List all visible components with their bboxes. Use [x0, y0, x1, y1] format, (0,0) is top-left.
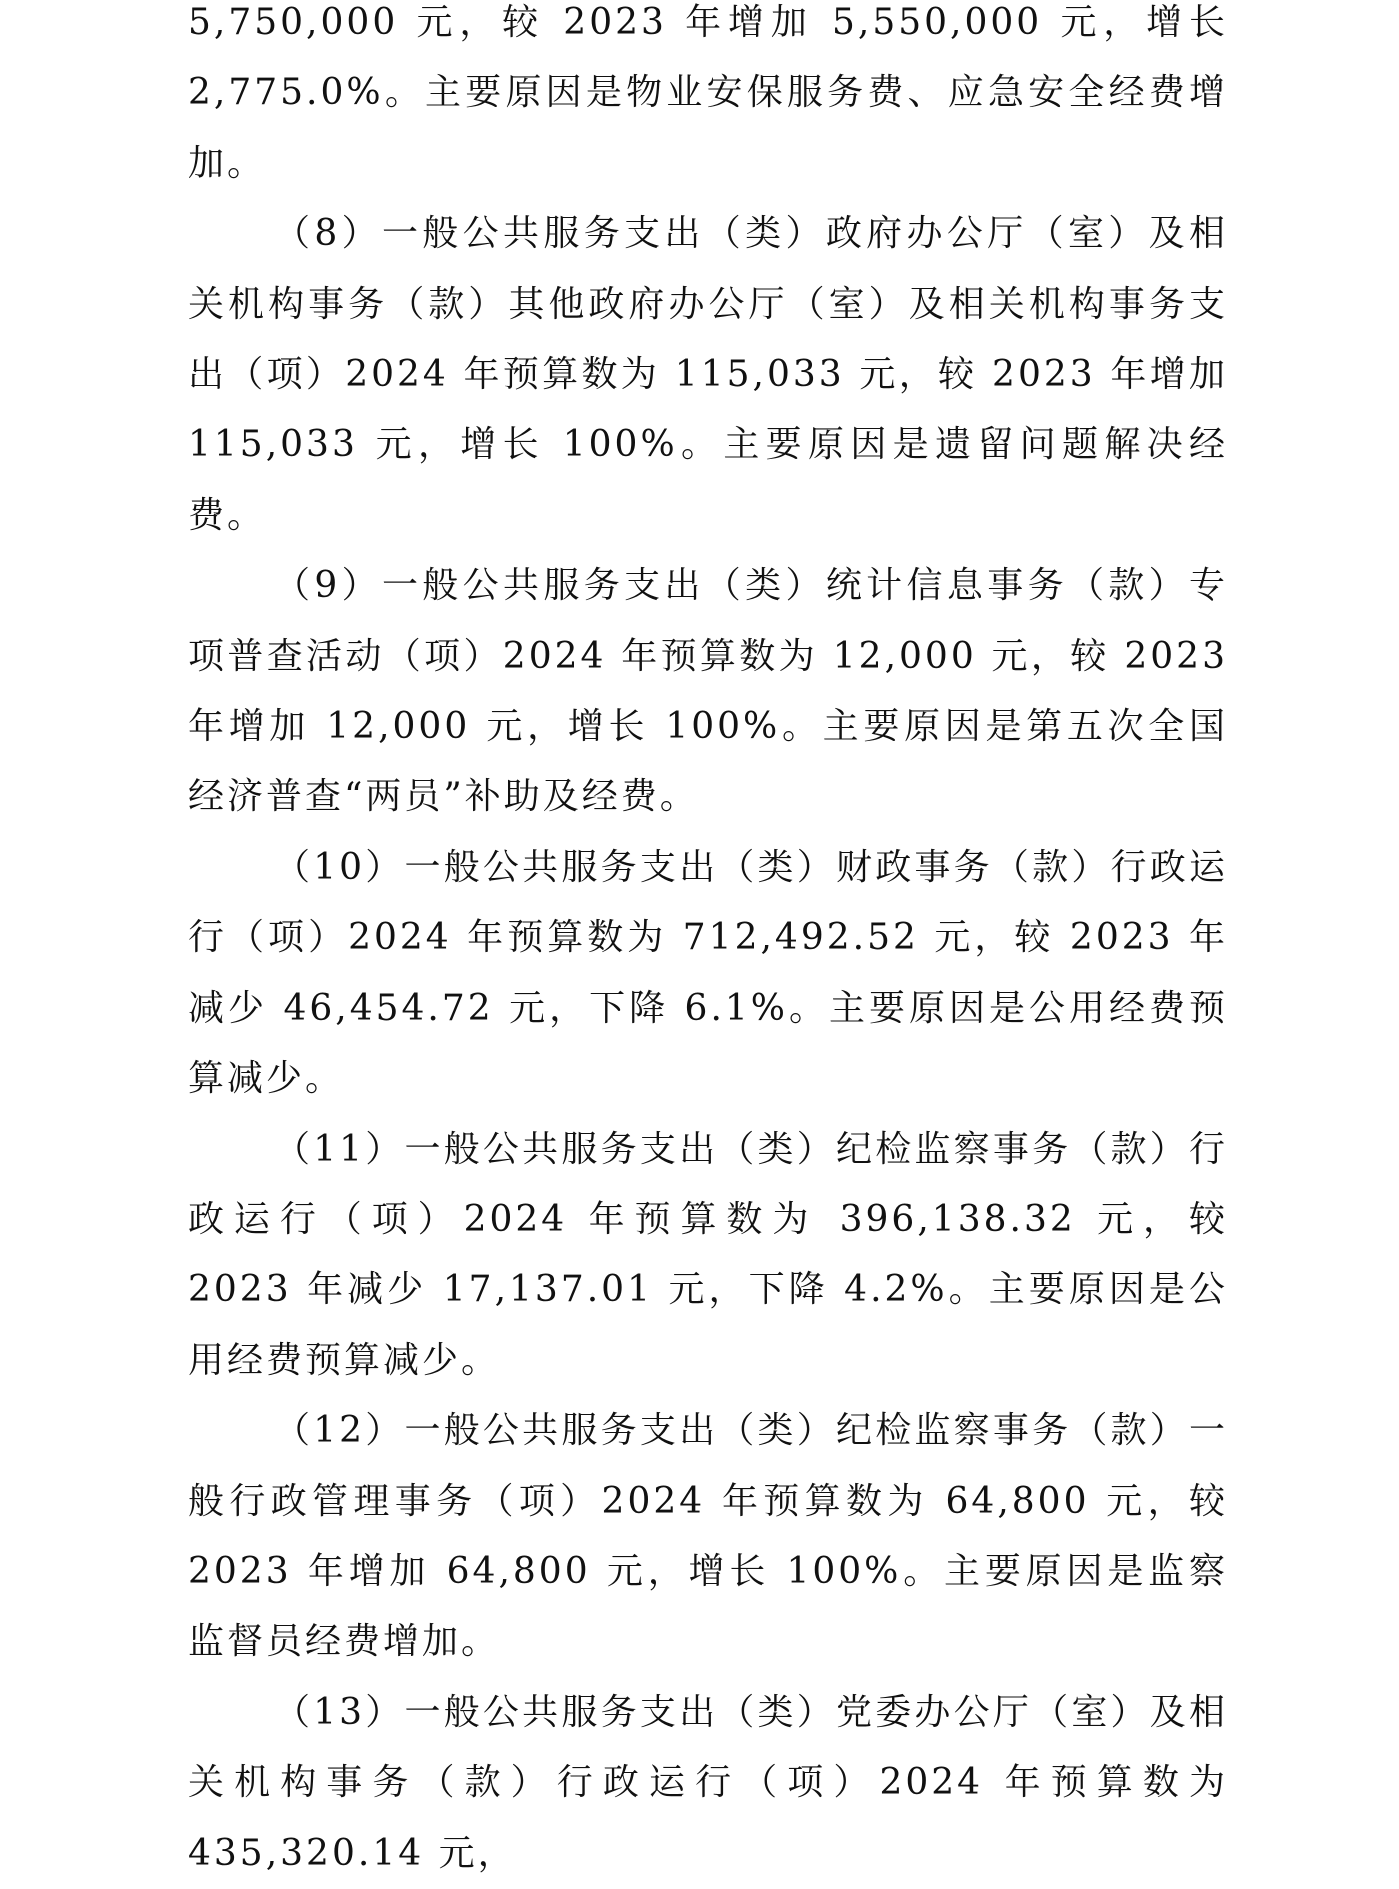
paragraph-item-8: （8）一般公共服务支出（类）政府办公厅（室）及相关机构事务（款）其他政府办公厅（室）及相关机构事务支出（项）2024 年预算数为 115,033 元，较 2023 年增加 115,033 元，增长 100%。主要原因是遗留问题解决经费。: [188, 213, 1228, 536]
paragraph-item-10: （10）一般公共服务支出（类）财政事务（款）行政运行（项）2024 年预算数为 712,492.52 元，较 2023 年减少 46,454.72 元，下降 6.1%。主要原因是公用经费预算减少。: [188, 846, 1228, 1100]
paragraph-item-9: （9）一般公共服务支出（类）统计信息事务（款）专项普查活动（项）2024 年预算数为 12,000 元，较 2023 年增加 12,000 元，增长 100%。主要原因是第五次全国经济普查“两员”补助及经费。: [188, 565, 1228, 818]
paragraph-item-11: （11）一般公共服务支出（类）纪检监察事务（款）行政运行（项）2024 年预算数为 396,138.32 元，较 2023 年减少 17,137.01 元，下降 4.2%。主要原因是公用经费预算减少。: [188, 1128, 1228, 1381]
document-page: [188, 0, 1228, 1889]
paragraph-item-12: （12）一般公共服务支出（类）纪检监察事务（款）一般行政管理事务（项）2024 年预算数为 64,800 元，较 2023 年增加 64,800 元，增长 100%。主要原因是监察监督员经费增加。: [188, 1410, 1228, 1663]
paragraph-item-7-continuation: 5,750,000 元，较 2023 年增加 5,550,000 元，增长 2,775.0%。主要原因是物业安保服务费、应急安全经费增加。: [188, 2, 1228, 184]
paragraph-item-13-start: （13）一般公共服务支出（类）党委办公厅（室）及相关机构事务（款）行政运行（项）2024 年预算数为 435,320.14 元，: [188, 1691, 1228, 1874]
